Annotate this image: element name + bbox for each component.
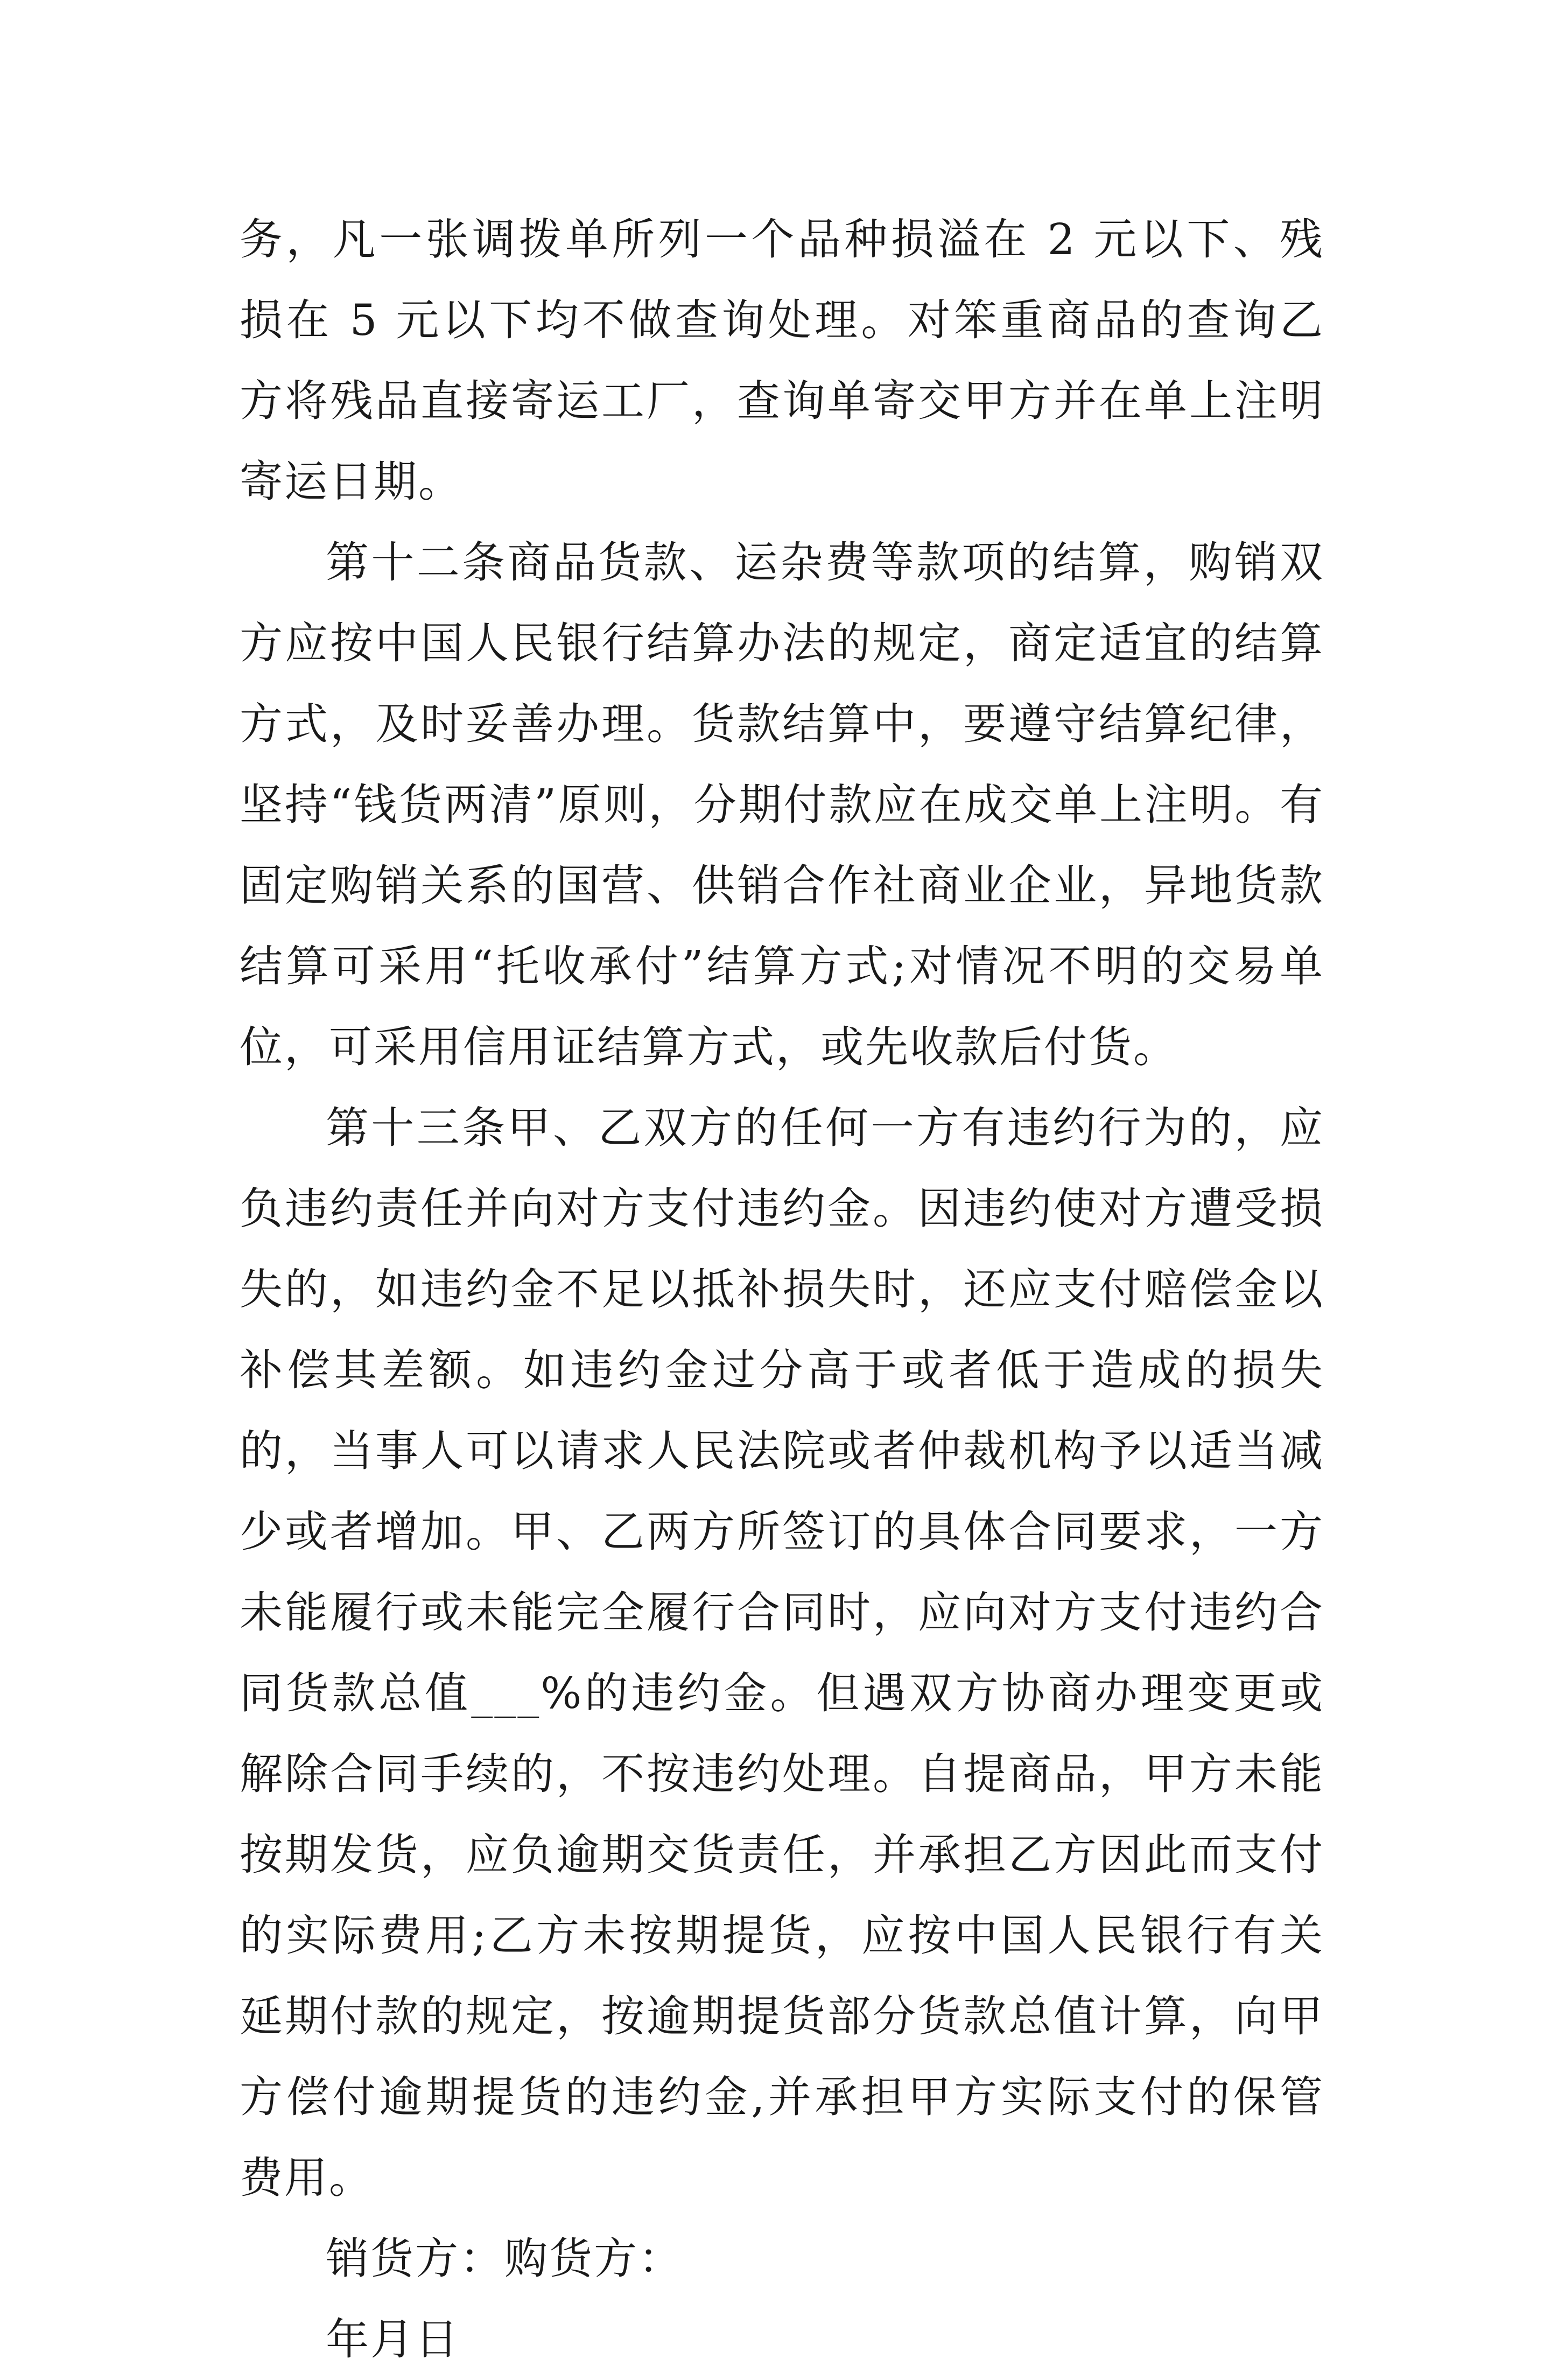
paragraph-article-13: 第十三条甲、乙双方的任何一方有违约行为的，应负违约责任并向对方支付违约金。因违约使对方遭受损失的，如违约金不足以抵补损失时，还应支付赔偿金以补偿其差额。如违约金过分高于或者低于造成的损失的，当事人可以请求人民法院或者仲裁机构予以适当减少或者增加。甲、乙两方所签订的具体合同要求，一方未能履行或未能完全履行合同时，应向对方支付违约合同货款总值___%的违约金。但遇双方协商办理变更或解除合同手续的，不按违约处理。自提商品，甲方未能按期发货，应负逾期交货责任，并承担乙方因此而支付的实际费用;乙方未按期提货，应按中国人民银行有关延期付款的规定，按逾期提货部分货款总值计算，向甲方偿付逾期提货的违约金,并承担甲方实际支付的保管费用。 [240, 1103, 1324, 2203]
date-line: 年月日 [326, 2314, 460, 2364]
paragraph-continued: 务，凡一张调拨单所列一个品种损溢在 2 元以下、残损在 5 元以下均不做查询处理。对笨重商品的查询乙方将残品直接寄运工厂，查询单寄交甲方并在单上注明寄运日期。 [240, 214, 1324, 507]
contract-body [240, 199, 1324, 2380]
paragraph-article-12: 第十二条商品货款、运杂费等款项的结算，购销双方应按中国人民银行结算办法的规定，商定适宜的结算方式，及时妥善办理。货款结算中，要遵守结算纪律，坚持“钱货两清”原则，分期付款应在成交单上注明。有固定购销关系的国营、供销合作社商业企业，异地货款结算可采用“托收承付”结算方式;对情况不明的交易单位，可采用信用证结算方式，或先收款后付货。 [240, 537, 1324, 1072]
signature-line: 销货方：购货方： [326, 2234, 683, 2284]
